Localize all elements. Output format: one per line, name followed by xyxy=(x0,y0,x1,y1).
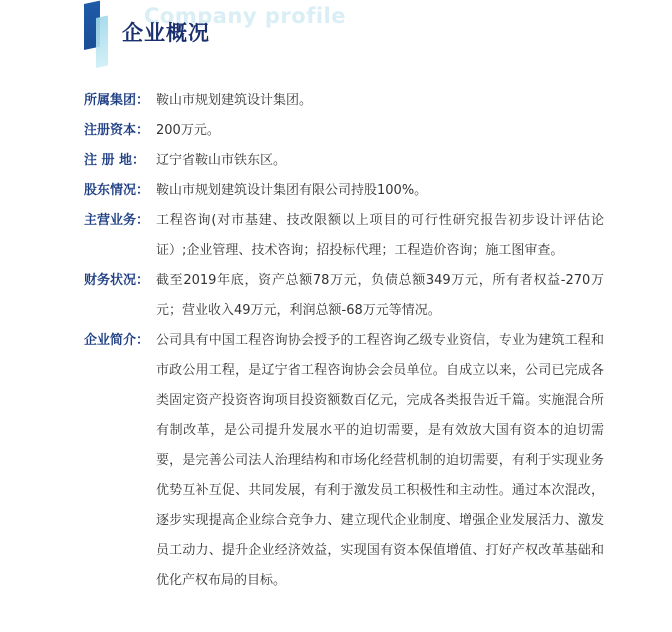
header-accent-bar-light xyxy=(96,15,108,68)
info-value-finance: 截至2019年底，资产总额78万元，负债总额349万元，所有者权益-270万元；营业收入49万元，利润总额-68万元等情况。 xyxy=(156,273,604,318)
info-row-group xyxy=(84,86,604,116)
info-value-group: 鞍山市规划建筑设计集团。 xyxy=(156,93,313,108)
info-value-business: 工程咨询(对市基建、技改限额以上项目的可行性研究报告初步设计评估论证）;企业管理、技术咨询；招投标代理；工程造价咨询；施工图审查。 xyxy=(156,213,604,258)
header-watermark: Company profile xyxy=(144,4,346,28)
info-row-finance xyxy=(84,266,604,326)
info-row-shareholders xyxy=(84,176,604,206)
info-row-capital xyxy=(84,116,604,146)
info-label-finance: 财务状况： xyxy=(84,273,150,288)
section-header xyxy=(0,0,672,70)
info-row-address xyxy=(84,146,604,176)
info-value-intro: 公司具有中国工程咨询协会授予的工程咨询乙级专业资信，专业为建筑工程和市政公用工程，是辽宁省工程咨询协会会员单位。自成立以来，公司已完成各类固定资产投资咨询项目投资额数百亿元，完成各类报告近千篇。实施混合所有制改革，是公司提升发展水平的迫切需要，是有效放大国有资本的迫切需要，是完善公司法人治理结构和市场化经营机制的迫切需要，有利于实现业务优势互补互促、共同发展，有利于激发员工积极性和主动性。通过本次混改，逐步实现提高企业综合竞争力、建立现代企业制度、增强企业发展活力、激发员工动力、提升企业经济效益，实现国有资本保值增值、打好产权改革基础和优化产权布局的目标。 xyxy=(156,333,604,588)
info-label-capital: 注册资本： xyxy=(84,123,150,138)
info-label-business: 主营业务： xyxy=(84,213,150,228)
info-label-address: 注 册 地： xyxy=(84,153,146,168)
info-value-capital: 200万元。 xyxy=(156,123,220,138)
page-title: 企业概况 xyxy=(122,21,210,45)
info-label-shareholders: 股东情况： xyxy=(84,183,150,198)
info-row-business xyxy=(84,206,604,266)
info-row-intro xyxy=(84,326,604,596)
info-value-shareholders: 鞍山市规划建筑设计集团有限公司持股100%。 xyxy=(156,183,428,198)
info-label-group: 所属集团： xyxy=(84,93,150,108)
company-info-list xyxy=(84,86,604,596)
info-value-address: 辽宁省鞍山市铁东区。 xyxy=(156,153,287,168)
info-label-intro: 企业简介： xyxy=(84,333,150,348)
